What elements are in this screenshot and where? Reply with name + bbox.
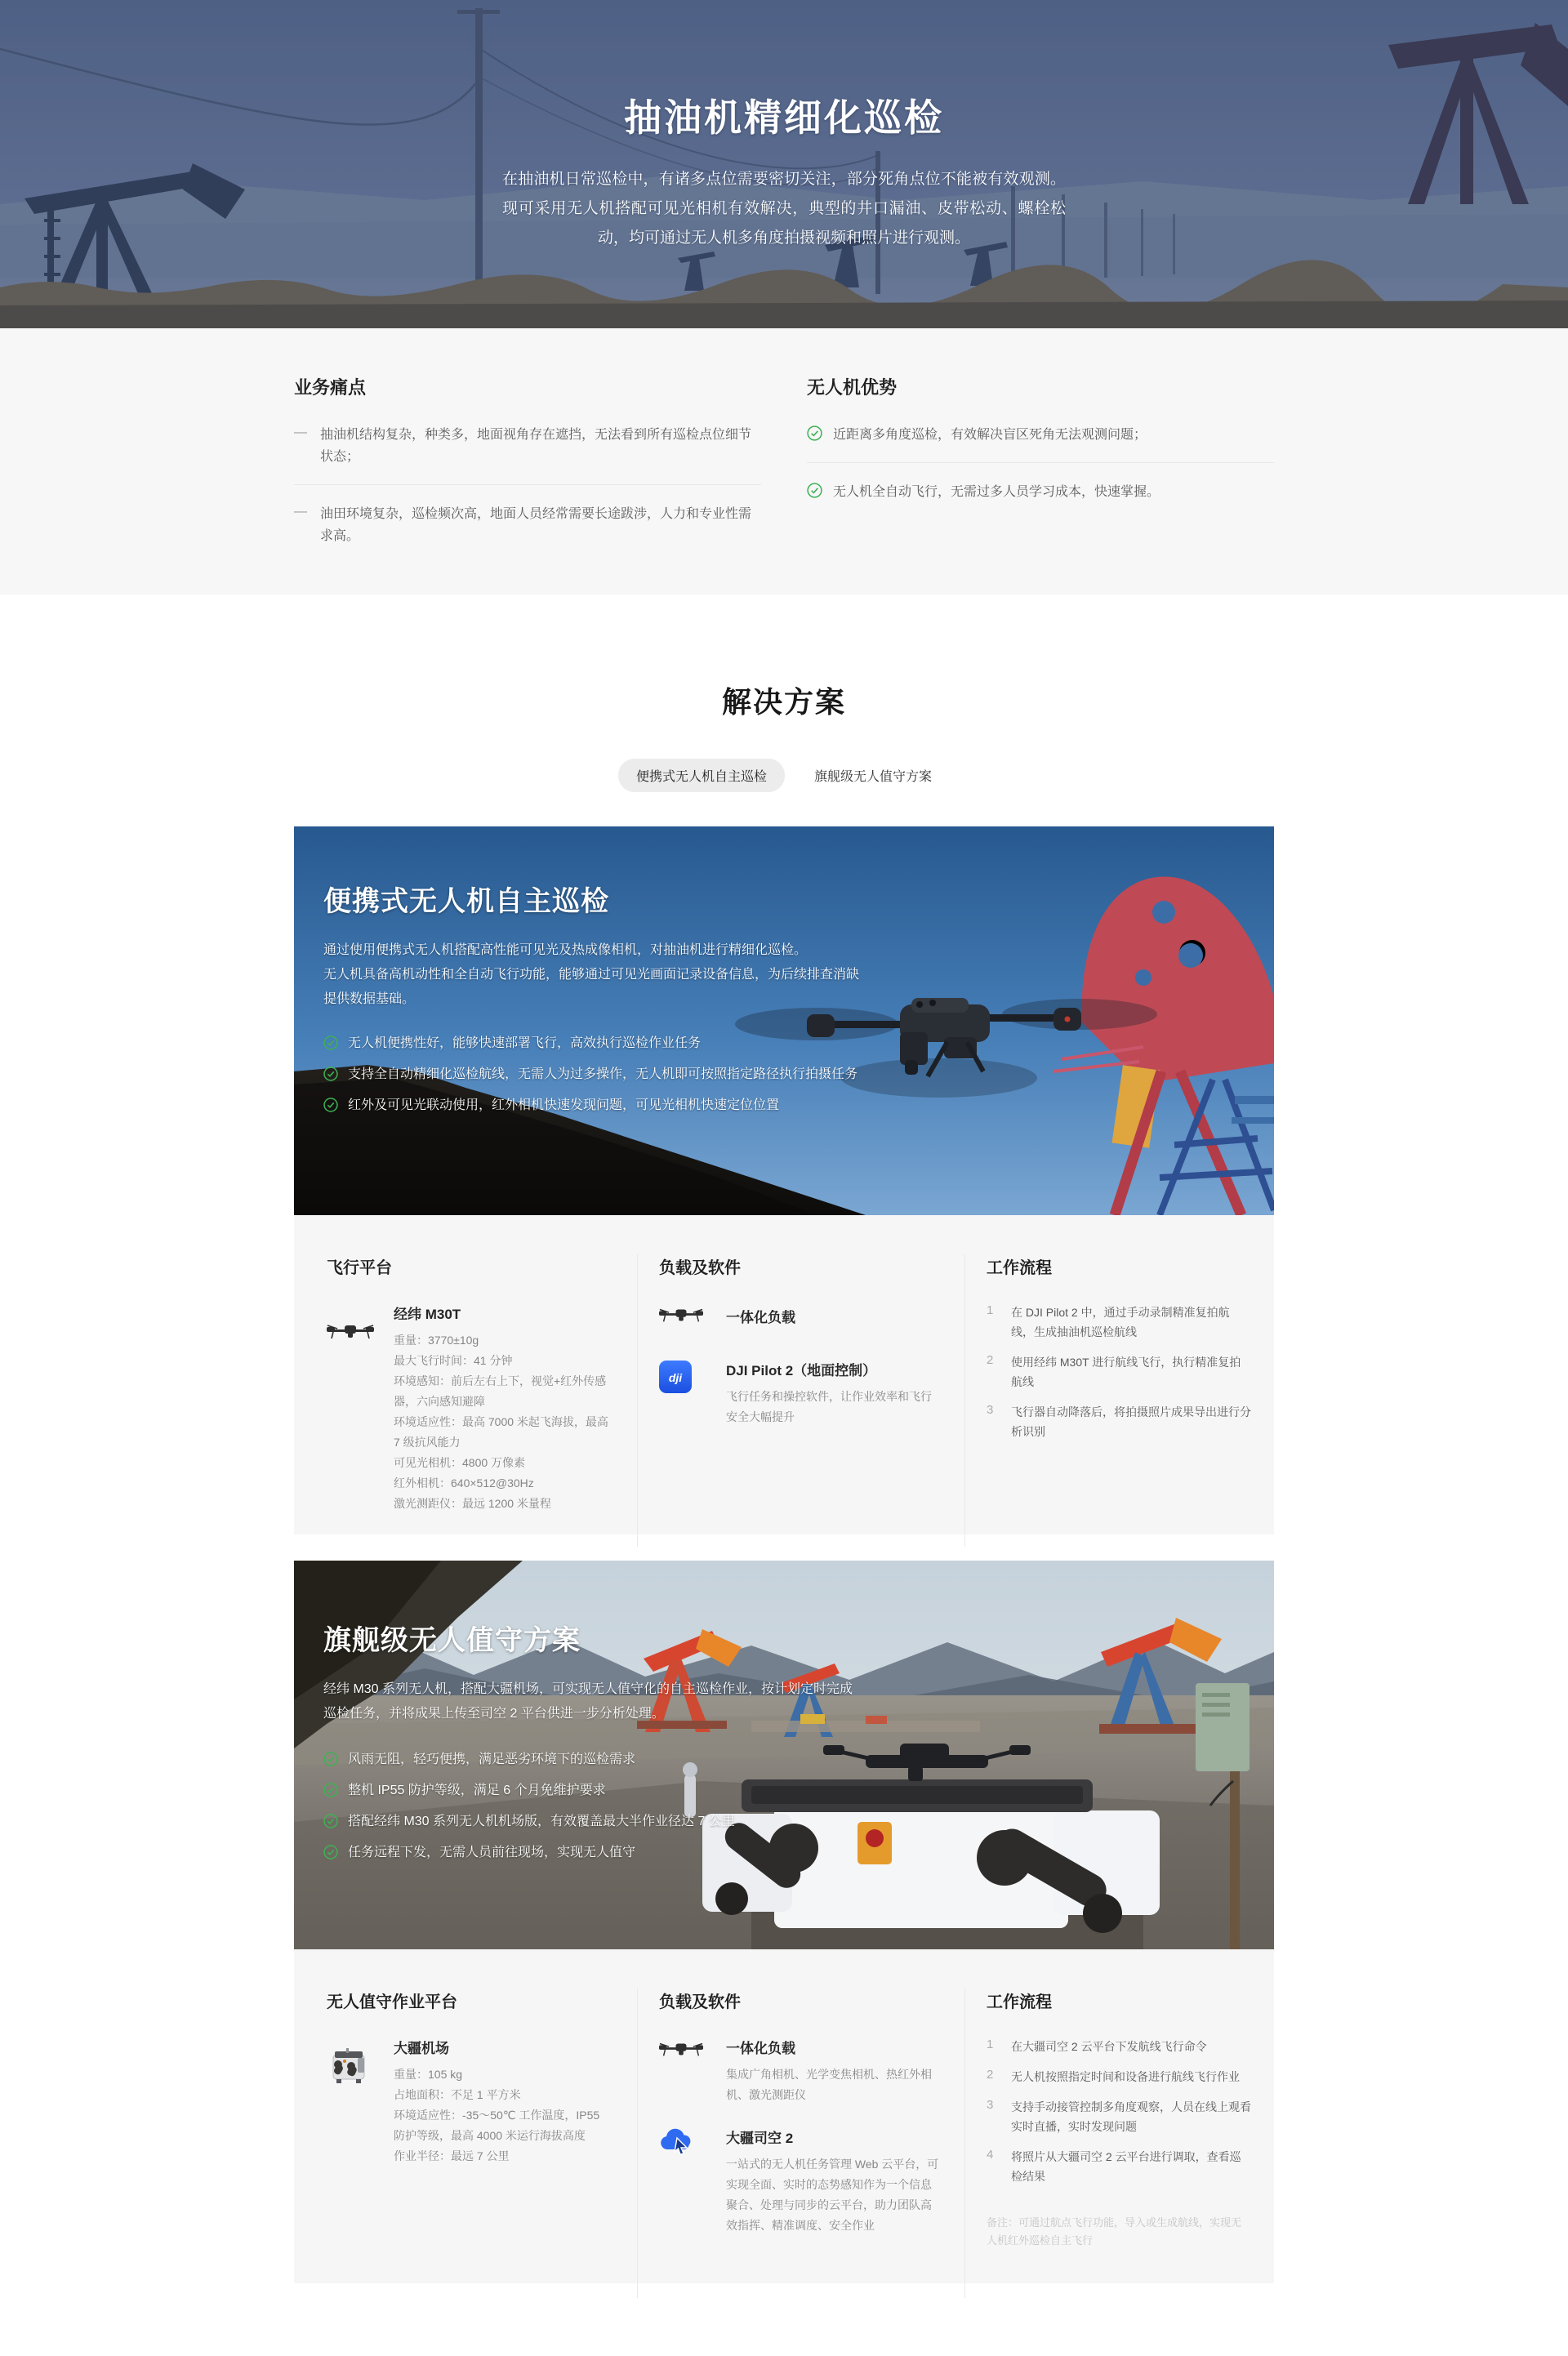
list-item — [323, 1062, 871, 1087]
drone-icon — [659, 1303, 705, 1329]
dock-platform-heading: 无人值守作业平台 — [327, 1993, 457, 2011]
card-bullet-list — [323, 1031, 871, 1118]
check-circle-icon — [323, 1062, 348, 1087]
dash-icon: — — [294, 425, 307, 439]
bullet-text: 整机 IP55 防护等级，满足 6 个月免维护要求 — [348, 1784, 606, 1797]
spec-line: 最大飞行时间：41 分钟 — [394, 1354, 513, 1367]
step-number: 2 — [987, 2068, 994, 2082]
spec-line: 环境适应性：-35～50℃ 工作温度，IP55 防护等级，最高 4000 米运行海拔高度 — [394, 2109, 600, 2142]
list-item — [323, 1748, 871, 1772]
solution-card-portable — [294, 826, 1274, 1215]
spec-line: 红外相机：640×512@30Hz — [394, 1476, 534, 1490]
bullet-text: 风雨无阻，轻巧便携，满足恶劣环境下的巡检需求 — [348, 1753, 636, 1766]
bullet-text: 搭配经纬 M30 系列无人机机场版，有效覆盖最大半作业径达 7 公里 — [348, 1815, 735, 1828]
solutions-heading: 解决方案 — [721, 685, 846, 719]
flagship-specs-panel — [294, 1949, 1274, 2283]
list-item — [323, 1810, 871, 1834]
step-number: 3 — [987, 1403, 994, 1417]
portable-specs-panel — [294, 1215, 1274, 1534]
software-name: 大疆司空 2 — [726, 2131, 794, 2146]
hero-banner — [0, 0, 1568, 328]
step-text: 支持手动接管控制多角度观察，人员在线上观看实时直播，实时发现问题 — [1011, 2100, 1251, 2133]
bullet-text: 红外及可见光联动使用，红外相机快速发现问题，可见光相机快速定位位置 — [348, 1098, 780, 1112]
workflow-column — [964, 1989, 1274, 2298]
payload-software-heading: 负载及软件 — [659, 1993, 741, 2011]
software-name: DJI Pilot 2（地面控制） — [726, 1363, 877, 1378]
software-description: 一站式的无人机任务管理 Web 云平台，可实现全面、实时的态势感知作为一个信息聚合、处理与同步的云平台，助力团队高效指挥、精准调度、安全作业 — [726, 2158, 939, 2232]
step-text: 在 DJI Pilot 2 中，通过手动录制精准复拍航线，生成抽油机巡检航线 — [1011, 1306, 1230, 1338]
software-description: 飞行任务和操控软件，让作业效率和飞行安全大幅提升 — [726, 1390, 932, 1423]
workflow-note: 备注：可通过航点飞行功能，导入或生成航线，实现无人机红外巡检自主飞行 — [987, 2216, 1242, 2247]
spec-line: 重量：105 kg — [394, 2068, 463, 2081]
spec-line: 环境感知：前后左右上下，视觉+红外传感器，六向感知避障 — [394, 1374, 607, 1408]
advantages-heading: 无人机优势 — [807, 377, 898, 398]
product-name: 大疆机场 — [394, 2041, 449, 2056]
list-item — [294, 485, 761, 563]
workflow-step — [987, 1402, 1251, 1441]
page-subtitle: 在抽油机日常巡检中，有诸多点位需要密切关注，部分死角点位不能被有效观测。现可采用无人机搭配可见光相机有效解决，典型的井口漏油、皮带松动、螺栓松动，均可通过无人机多角度拍摄视频和照片进行观测。 — [502, 171, 1066, 247]
check-circle-icon — [323, 1841, 348, 1865]
workflow-heading: 工作流程 — [987, 1259, 1052, 1277]
list-item — [323, 1093, 871, 1118]
list-item — [323, 1779, 871, 1803]
spec-line: 作业半径：最远 7 公里 — [394, 2149, 510, 2162]
list-item — [807, 463, 1274, 519]
check-circle-icon — [323, 1810, 348, 1834]
step-number: 1 — [987, 1303, 994, 1317]
check-circle-icon — [323, 1779, 348, 1803]
drone-icon — [327, 1303, 374, 1514]
bullet-text: 无人机便携性好，能够快速部署飞行，高效执行巡检作业任务 — [348, 1036, 702, 1050]
dji-pilot-app-icon — [659, 1359, 705, 1427]
cloud-app-icon — [659, 2127, 705, 2236]
dock-icon — [327, 2037, 374, 2167]
step-number: 3 — [987, 2098, 994, 2112]
payload-name: 一体化负载 — [726, 2041, 795, 2056]
list-item — [294, 406, 761, 485]
workflow-step — [987, 2147, 1251, 2186]
step-text: 飞行器自动降落后，将拍摄照片成果导出进行分析识别 — [1011, 1405, 1251, 1438]
payload-software-heading: 负载及软件 — [659, 1259, 741, 1277]
advantage-text: 无人机全自动飞行，无需过多人员学习成本，快速掌握。 — [833, 485, 1160, 499]
advantages-column — [807, 374, 1274, 563]
payload-description: 集成广角相机、光学变焦相机、热红外相机、激光测距仪 — [726, 2068, 932, 2101]
solution-tabs — [0, 759, 1568, 792]
list-item — [323, 1841, 871, 1865]
list-item — [323, 1031, 871, 1056]
spec-line: 占地面积：不足 1 平方米 — [394, 2088, 521, 2101]
check-circle-icon — [323, 1093, 348, 1118]
workflow-step — [987, 2067, 1251, 2087]
advantage-text: 近距离多角度巡检，有效解决盲区死角无法观测问题； — [833, 428, 1147, 442]
pain-points-heading: 业务痛点 — [294, 377, 367, 398]
payload-software-column — [637, 1989, 964, 2298]
dash-icon: — — [294, 505, 307, 519]
bullet-text: 任务远程下发，无需人员前往现场，实现无人值守 — [348, 1846, 636, 1859]
step-number: 1 — [987, 2038, 994, 2051]
dock-platform-column — [294, 1989, 637, 2298]
card-title: 旗舰级无人值守方案 — [323, 1625, 581, 1656]
spec-line: 环境适应性：最高 7000 米起飞海拔，最高 7 级抗风能力 — [394, 1415, 608, 1449]
spec-line: 可见光相机：4800 万像素 — [394, 1456, 526, 1469]
step-number: 4 — [987, 2148, 994, 2162]
check-circle-icon — [323, 1748, 348, 1772]
step-text: 无人机按照指定时间和设备进行航线飞行作业 — [1011, 2070, 1240, 2083]
check-circle-icon — [323, 1031, 348, 1056]
solutions-section — [0, 595, 1568, 2283]
drone-icon — [659, 2037, 705, 2105]
flight-platform-heading: 飞行平台 — [327, 1259, 392, 1277]
tab-flagship-unattended[interactable]: 旗舰级无人值守方案 — [796, 759, 950, 792]
solution-card-flagship — [294, 1561, 1274, 1949]
workflow-heading: 工作流程 — [987, 1993, 1052, 2011]
workflow-column — [964, 1254, 1274, 1547]
pain-points-column — [294, 374, 761, 563]
card-title: 便携式无人机自主巡检 — [323, 886, 609, 917]
workflow-step — [987, 2097, 1251, 2136]
workflow-step — [987, 1352, 1251, 1392]
flight-platform-column — [294, 1254, 637, 1547]
spec-line: 重量：3770±10g — [394, 1334, 479, 1347]
spec-line: 激光测距仪：最远 1200 米量程 — [394, 1497, 551, 1510]
svg-text:dji: dji — [668, 1371, 683, 1384]
step-text: 使用经纬 M30T 进行航线飞行，执行精准复拍航线 — [1011, 1356, 1241, 1388]
step-text: 在大疆司空 2 云平台下发航线飞行命令 — [1011, 2040, 1207, 2053]
workflow-step — [987, 2037, 1251, 2056]
payload-software-column — [637, 1254, 964, 1547]
pain-point-text: 油田环境复杂，巡检频次高，地面人员经常需要长途跋涉，人力和专业性需求高。 — [320, 507, 752, 543]
bullet-text: 支持全自动精细化巡检航线，无需人为过多操作，无人机即可按照指定路径执行拍摄任务 — [348, 1067, 858, 1081]
tab-portable-drone-patrol[interactable]: 便携式无人机自主巡检 — [618, 759, 785, 792]
list-item — [807, 406, 1274, 463]
check-circle-icon — [807, 481, 833, 503]
card-bullet-list — [323, 1748, 871, 1865]
step-number: 2 — [987, 1353, 994, 1367]
payload-name: 一体化负载 — [726, 1310, 795, 1325]
pain-advantage-section — [0, 328, 1568, 595]
step-text: 将照片从大疆司空 2 云平台进行调取，查看巡检结果 — [1011, 2150, 1241, 2183]
page-title: 抽油机精细化巡检 — [624, 96, 944, 139]
check-circle-icon — [807, 424, 833, 446]
workflow-step — [987, 1303, 1251, 1342]
pain-point-text: 抽油机结构复杂，种类多，地面视角存在遮挡，无法看到所有巡检点位细节状态； — [320, 428, 752, 464]
card-description: 通过使用便携式无人机搭配高性能可见光及热成像相机，对抽油机进行精细化巡检。 无人机具备高机动性和全自动飞行功能，能够通过可见光画面记录设备信息，为后续排查消缺提供数据基础。 — [323, 943, 860, 1006]
product-name: 经纬 M30T — [394, 1307, 461, 1322]
card-description: 经纬 M30 系列无人机，搭配大疆机场，可实现无人值守化的自主巡检作业，按计划定时完成巡检任务，并将成果上传至司空 2 平台供进一步分析处理。 — [323, 1682, 853, 1721]
